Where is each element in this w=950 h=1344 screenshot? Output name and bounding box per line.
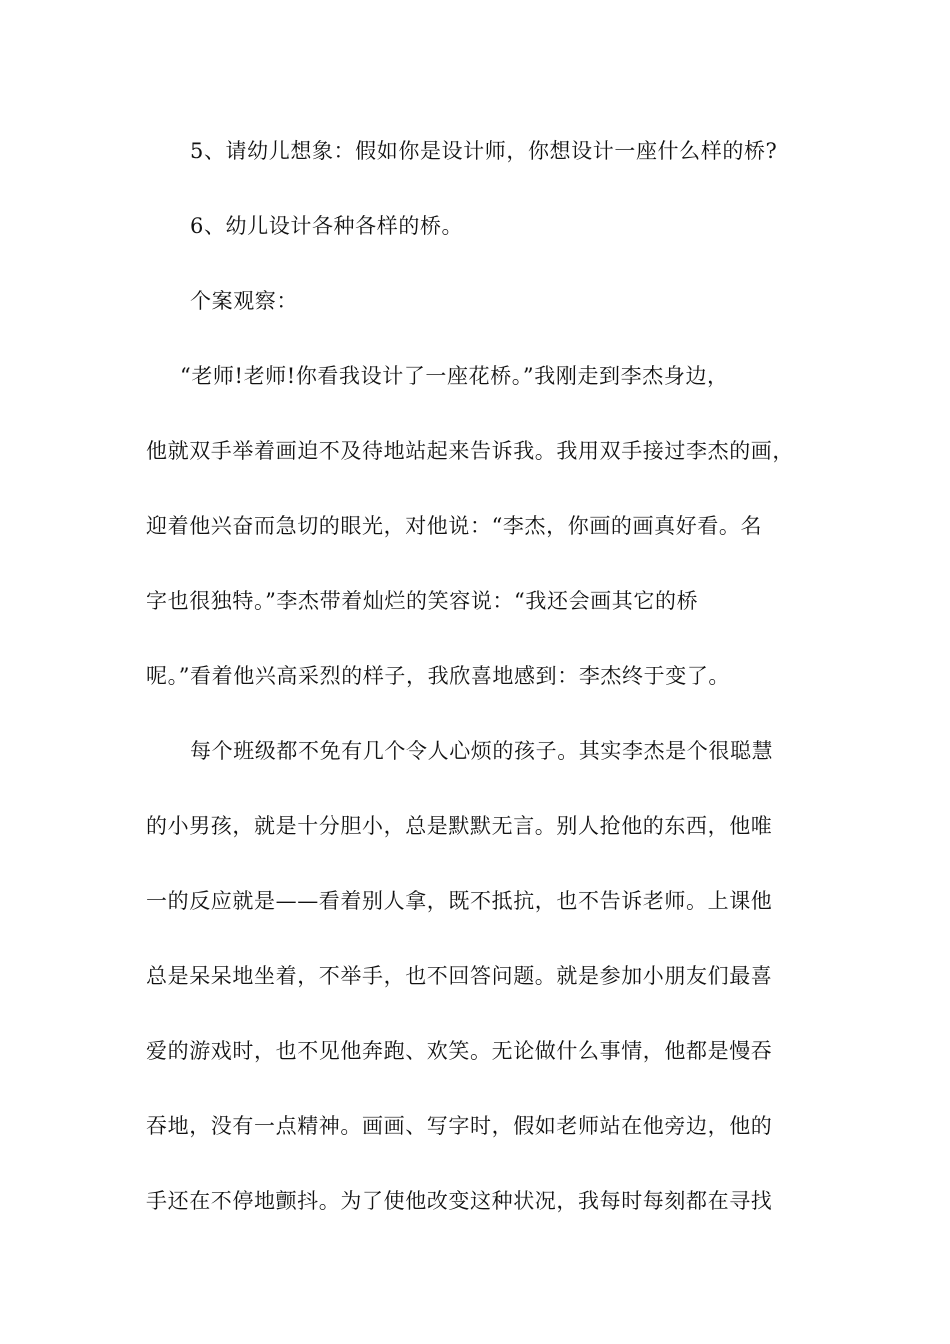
paragraph-line: 迎着他兴奋而急切的眼光，对他说：“李杰，你画的画真好看。名 (146, 514, 763, 538)
paragraph-line: “老师!老师!你看我设计了一座花桥。”我刚走到李杰身边， (180, 364, 729, 388)
step-6-paragraph: 6、幼儿设计各种各样的桥。 (190, 214, 464, 238)
paragraph-line: 的小男孩，就是十分胆小，总是默默无言。别人抢他的东西，他唯 (146, 814, 773, 838)
paragraph-line: 他就双手举着画迫不及待地站起来告诉我。我用双手接过李杰的画， (146, 439, 794, 463)
paragraph-line: 手还在不停地颤抖。为了使他改变这种状况，我每时每刻都在寻找 (146, 1189, 773, 1213)
paragraph-line: 字也很独特。”李杰带着灿烂的笑容说：“我还会画其它的桥 (146, 589, 699, 613)
paragraph-line: 一的反应就是——看着别人拿，既不抵抗，也不告诉老师。上课他 (146, 889, 773, 913)
step-5-paragraph: 5、请幼儿想象：假如你是设计师，你想设计一座什么样的桥? (190, 139, 778, 163)
case-observation-heading: 个案观察： (190, 289, 298, 313)
paragraph-line: 吞地，没有一点精神。画画、写字时，假如老师站在他旁边，他的 (146, 1114, 773, 1138)
paragraph-line: 总是呆呆地坐着，不举手，也不回答问题。就是参加小朋友们最喜 (146, 964, 773, 988)
paragraph-line: 爱的游戏时，也不见他奔跑、欢笑。无论做什么事情，他都是慢吞 (146, 1039, 773, 1063)
paragraph-line: 呢。”看着他兴高采烈的样子，我欣喜地感到：李杰终于变了。 (146, 664, 731, 688)
paragraph-line: 每个班级都不免有几个令人心烦的孩子。其实李杰是个很聪慧 (190, 739, 774, 763)
